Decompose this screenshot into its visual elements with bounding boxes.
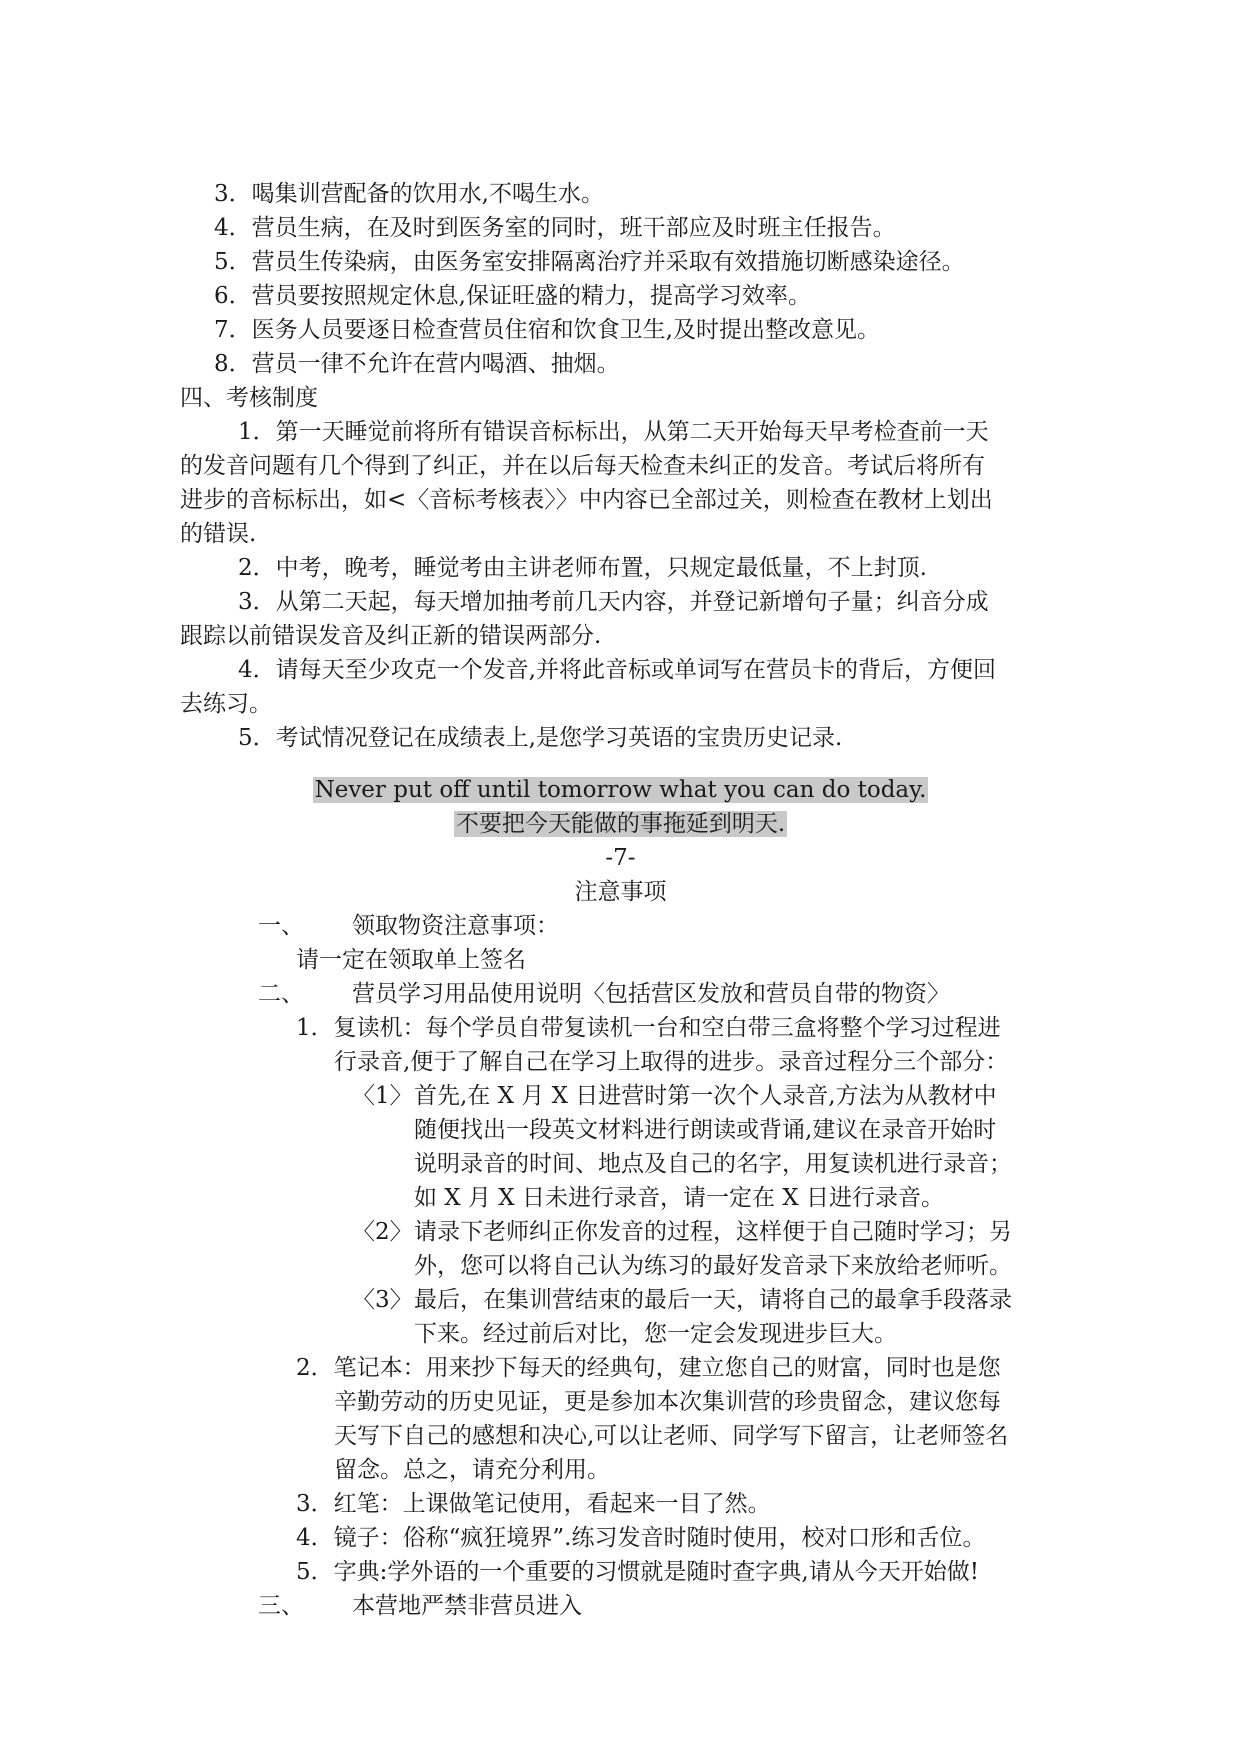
item-2-line-4: 留念。总之，请充分利用。 bbox=[334, 1457, 610, 1483]
assessment-line-1: 1．第一天睡觉前将所有错误音标标出，从第二天开始每天早考检查前一天 bbox=[238, 419, 989, 445]
notice-title: 注意事项 bbox=[574, 879, 667, 905]
section-2-number: 二、 bbox=[258, 981, 304, 1007]
quote-english: Never put off until tomorrow what you can do today. bbox=[314, 777, 927, 803]
sub-3-line-2: 下来。经过前后对比，您一定会发现进步巨大。 bbox=[414, 1321, 897, 1347]
quote-chinese-row bbox=[0, 808, 1241, 840]
assessment-line-6: 3．从第二天起，每天增加抽考前几天内容，并登记新增句子量；纠音分成 bbox=[238, 589, 989, 615]
item-2-line-1: 2．笔记本：用来抄下每天的经典句，建立您自己的财富，同时也是您 bbox=[296, 1355, 1001, 1381]
sub-1-line-2: 随便找出一段英文材料进行朗读或背诵,建议在录音开始时 bbox=[414, 1117, 997, 1143]
sub-1-number: 〈1〉 bbox=[352, 1083, 413, 1109]
health-item-5: 5．营员生传染病，由医务室安排隔离治疗并采取有效措施切断感染途径。 bbox=[214, 249, 965, 275]
sub-2-line-2: 外，您可以将自己认为练习的最好发音录下来放给老师听。 bbox=[414, 1253, 1012, 1279]
assessment-line-8: 4．请每天至少攻克一个发音,并将此音标或单词写在营员卡的背后，方便回 bbox=[238, 657, 996, 683]
assessment-line-10: 5．考试情况登记在成绩表上,是您学习英语的宝贵历史记录. bbox=[238, 725, 843, 751]
assessment-line-5: 2．中考，晚考，睡觉考由主讲老师布置，只规定最低量，不上封顶. bbox=[238, 555, 927, 581]
sub-2-line-1: 请录下老师纠正你发音的过程，这样便于自己随时学习；另 bbox=[414, 1219, 1012, 1245]
item-4: 4．镜子：俗称“疯狂境界”.练习发音时随时使用，校对口形和舌位。 bbox=[296, 1525, 986, 1551]
page-number: -7- bbox=[605, 845, 636, 871]
assessment-heading: 四、考核制度 bbox=[180, 385, 318, 411]
sub-3-number: 〈3〉 bbox=[352, 1287, 413, 1313]
item-5: 5．字典:学外语的一个重要的习惯就是随时查字典,请从今天开始做! bbox=[296, 1559, 979, 1585]
health-item-6: 6．营员要按照规定休息,保证旺盛的精力，提高学习效率。 bbox=[214, 283, 811, 309]
item-3: 3．红笔：上课做笔记使用，看起来一目了然。 bbox=[296, 1491, 771, 1517]
item-1-line-1: 1．复读机：每个学员自带复读机一台和空白带三盒将整个学习过程进 bbox=[296, 1015, 1001, 1041]
assessment-line-7: 跟踪以前错误发音及纠正新的错误两部分. bbox=[180, 623, 602, 649]
sub-1-line-4: 如 X 月 X 日未进行录音，请一定在 X 日进行录音。 bbox=[414, 1185, 944, 1211]
assessment-line-9: 去练习。 bbox=[180, 691, 272, 717]
sub-3-line-1: 最后，在集训营结束的最后一天，请将自己的最拿手段落录 bbox=[414, 1287, 1012, 1313]
health-item-8: 8．营员一律不允许在营内喝酒、抽烟。 bbox=[214, 351, 620, 377]
item-2-line-2: 辛勤劳动的历史见证，更是参加本次集训营的珍贵留念，建议您每 bbox=[334, 1389, 1001, 1415]
sub-1-line-1: 首先,在 X 月 X 日进营时第一次个人录音,方法为从教材中 bbox=[414, 1083, 997, 1109]
health-item-7: 7．医务人员要逐日检查营员住宿和饮食卫生,及时提出整改意见。 bbox=[214, 317, 880, 343]
item-1-line-2: 行录音,便于了解自己在学习上取得的进步。录音过程分三个部分： bbox=[334, 1049, 1009, 1075]
quote-english-row bbox=[0, 774, 1241, 806]
section-1-title: 领取物资注意事项： bbox=[352, 913, 559, 939]
assessment-line-4: 的错误. bbox=[180, 521, 257, 547]
health-item-3: 3．喝集训营配备的饮用水,不喝生水。 bbox=[214, 181, 604, 207]
section-1-number: 一、 bbox=[258, 913, 304, 939]
section-3-title: 本营地严禁非营员进入 bbox=[352, 1593, 582, 1619]
section-3-number: 三、 bbox=[258, 1593, 304, 1619]
quote-chinese: 不要把今天能做的事拖延到明天. bbox=[455, 811, 786, 837]
health-item-4: 4．营员生病，在及时到医务室的同时，班干部应及时班主任报告。 bbox=[214, 215, 896, 241]
section-2-title: 营员学习用品使用说明〈包括营区发放和营员自带的物资〉 bbox=[352, 981, 950, 1007]
item-2-line-3: 天写下自己的感想和决心,可以让老师、同学写下留言，让老师签名 bbox=[334, 1423, 1009, 1449]
sub-1-line-3: 说明录音的时间、地点及自己的名字，用复读机进行录音； bbox=[414, 1151, 1012, 1177]
section-1-body: 请一定在领取单上签名 bbox=[296, 947, 526, 973]
assessment-line-2: 的发音问题有几个得到了纠正，并在以后每天检查未纠正的发音。考试后将所有 bbox=[180, 453, 985, 479]
assessment-line-3: 进步的音标标出，如<〈音标考核表〉〉中内容已全部过关，则检查在教材上划出 bbox=[180, 487, 993, 513]
sub-2-number: 〈2〉 bbox=[352, 1219, 413, 1245]
